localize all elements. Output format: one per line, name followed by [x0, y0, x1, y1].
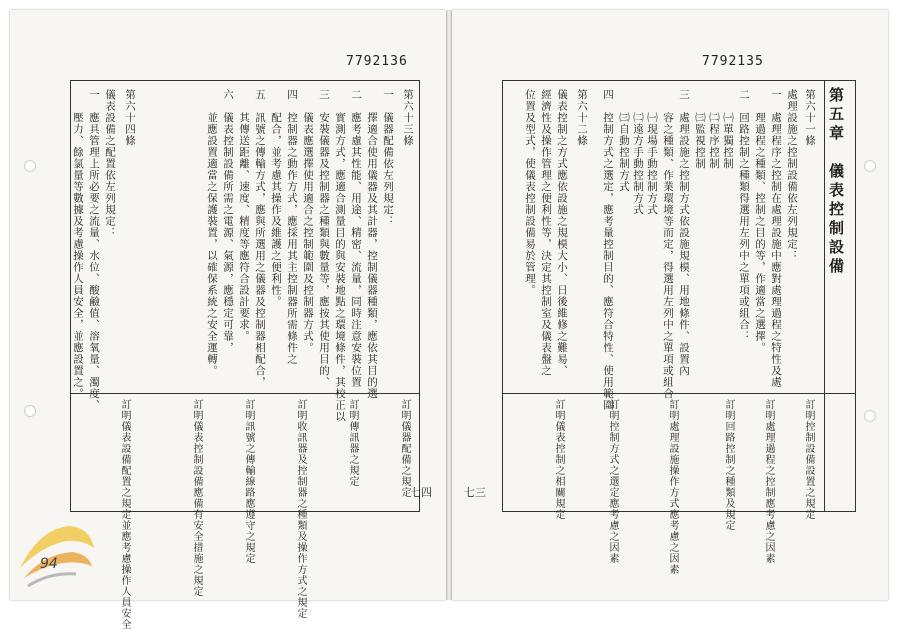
explanation-note: 訂明處理過程之控制應考慮之因素: [763, 399, 774, 564]
punch-hole: [24, 405, 36, 417]
article-line: 一 應具管理上所必要之流量、水位、酸鹼值、溶氧量、濁度、: [88, 89, 100, 411]
explanation-note: 訂明收訊器及控制器之種類及操作方式之規定: [295, 399, 306, 619]
page-number: 七四: [410, 486, 432, 499]
explanation-note: 訂明傳訊器之規定: [347, 399, 358, 487]
article-line: ㈠單獨控制: [722, 89, 734, 170]
article-line: 六 儀表控制設備所需之電源、氣源，應穩定可靠，: [222, 89, 234, 354]
logo-text: 94: [40, 556, 58, 572]
article-line: 一 儀器配備依左列規定：: [382, 89, 394, 227]
chapter-title: 第五章 儀表控制設備: [827, 87, 845, 277]
punch-hole: [864, 160, 876, 172]
serial-stamp: 7792136: [346, 54, 408, 69]
article-line: 理過程之種類、控制之目的等，作適當之選擇。: [754, 89, 766, 354]
explanation-note: 訂明儀表控制之相關規定: [553, 399, 564, 520]
article-line: 四 控制器之動作方式，應採用其主控制器所需條件之: [286, 89, 298, 365]
article-line: 並應設置適當之保護裝置，以確保系統之安全運轉。: [206, 89, 218, 377]
explanation-note: 訂明處理設施操作方式應考慮之因素: [667, 399, 678, 575]
article-label: 第六十三條: [402, 89, 414, 147]
article-line: 位置及型式，使儀表控制設備易於管理。: [524, 89, 536, 296]
explanation-note: 訂明回路控制之種類及規定: [723, 399, 734, 531]
explanation-note: 訂明儀器配備之規定: [399, 399, 410, 498]
article-line: 二 應考慮其性能、用途、精密、流量，同時注意安裝位置: [350, 89, 362, 388]
article-line: 三 安裝儀器及控制器之種類與數量等，應按其使用目的、: [318, 89, 330, 388]
explanation-notes: [71, 393, 419, 630]
article-line: 三 處理設施之控制方式依設施規模、用地條件、設置內: [678, 89, 690, 377]
library-logo-icon: [10, 508, 102, 600]
article-line: 五 訊號之傳輸方式，應與所選用之儀器及控制器相配合，: [254, 89, 266, 388]
article-line: 經濟性及操作管理之便利性等，決定其控制室及儀表盤之: [540, 89, 552, 377]
article-line: 二 回路控制之種類得選用左列中之單項或組合：: [738, 89, 750, 342]
article-line: 四 控制方式之選定，應考量控制目的、應符合特性、使用範圍: [602, 89, 614, 411]
regulation-frame: [502, 80, 856, 575]
article-line: ㈡程序控制: [708, 89, 720, 170]
explanation-notes: [503, 393, 855, 575]
article-line: ㈢自動控制方式: [618, 89, 630, 193]
article-line: 其傳送距離、速度、精度等應符合設計要求。: [238, 89, 250, 342]
explanation-note: 訂明訊號之傳輸線路應遵守之規定: [243, 399, 254, 564]
article-line: 處理設施之控制設備依左列規定：: [786, 89, 798, 262]
article-line: 配合，並考慮其操作及維護之便利性。: [270, 89, 282, 308]
article-label: 第六十四條: [124, 89, 136, 147]
article-line: ㈡遠方手動控制方式: [632, 89, 644, 216]
page-number: 七三: [464, 486, 486, 499]
article-line: ㈠現場手動控制方式: [646, 89, 658, 216]
article-line: 儀表設備之配置依左列規定：: [104, 89, 116, 239]
notes-divider: [71, 393, 419, 394]
punch-hole: [864, 410, 876, 422]
punch-hole: [24, 160, 36, 172]
explanation-note: 訂明儀表設備配置之規定並應考慮操作人員安全: [119, 399, 130, 630]
article-label: 第六十一條: [804, 89, 816, 147]
regulation-frame: [70, 80, 420, 630]
article-line: 儀表應選擇使用適合之控制範圍及控制器方式。: [302, 89, 314, 354]
right-page: [452, 10, 888, 600]
article-line: 儀表控制之方式應依設施之規模大小、日後維修之難易、: [556, 89, 568, 377]
article-label: 第六十二條: [576, 89, 588, 147]
notes-divider: [503, 393, 855, 394]
article-line: 一 處理程序之控制在處理設施中應對處理過程之特性及處: [770, 89, 782, 388]
explanation-note: 訂明儀表控制設備應備有安全措施之規定: [191, 399, 202, 597]
explanation-note: 訂明控制設備設置之規定: [803, 399, 814, 520]
explanation-note: 訂明控制方式之選定應考慮之因素: [607, 399, 618, 564]
serial-stamp: 7792135: [702, 54, 764, 69]
article-line: 擇適合使用儀器及其計器，控制儀器種類，應依其目的選: [366, 89, 378, 400]
article-line: 容之種類、作業環境等而定，得選用左列中之單項或組合：: [662, 89, 674, 411]
article-line: 實測方式，應適合測量目的與安裝地點之環境條件，其校正以: [334, 89, 346, 423]
article-line: 壓力、餘氯量等數據及考慮操作人員安全，並應設置之。: [72, 89, 84, 400]
article-line: ㈢監視控制: [694, 89, 706, 170]
